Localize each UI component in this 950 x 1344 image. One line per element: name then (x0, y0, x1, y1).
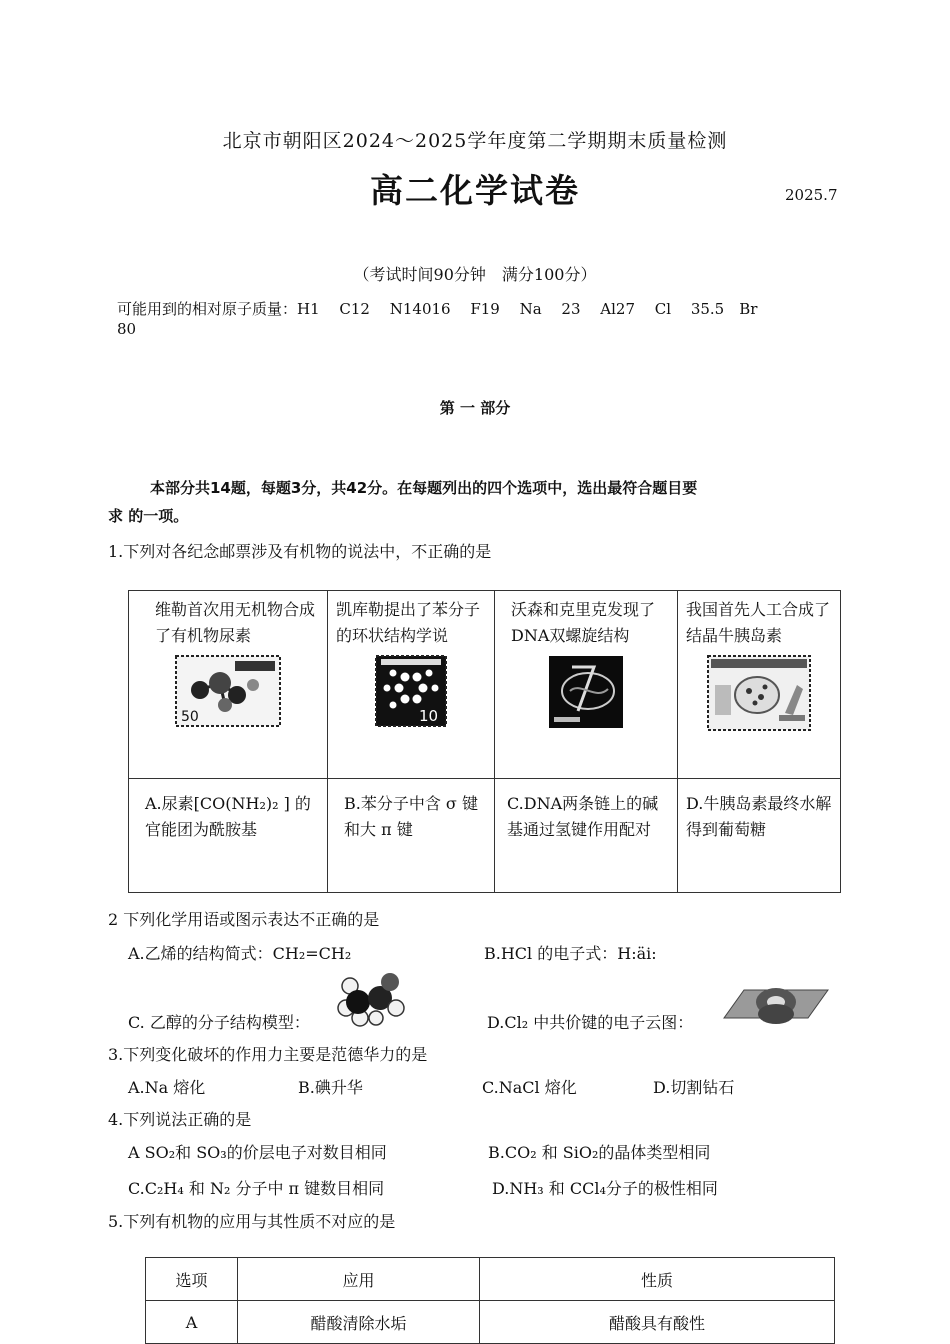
question-3-stem: 3.下列变化破坏的作用力主要是范德华力的是 (108, 1045, 428, 1064)
ethanol-ball-and-stick-model (336, 972, 406, 1030)
option-3a: A.Na 熔化 (128, 1078, 206, 1097)
option-1c: C.DNA两条链上的碱基通过氢键作用配对 (495, 779, 678, 893)
option-4d: D.NH₃ 和 CCl₄分子的极性相同 (492, 1179, 718, 1198)
option-2a: A.乙烯的结构简式：CH₂=CH₂ (128, 944, 352, 963)
atomic-mass-line: 可能用到的相对原子质量：H1 C12 N14016 F19 Na 23 Al27 Cl 35.5 Br (117, 300, 758, 318)
table-header-cell: 选项 (146, 1258, 238, 1301)
question-1-stem: 1.下列对各纪念邮票涉及有机物的说法中，不正确的是 (108, 542, 492, 561)
exam-title: 高二化学试卷 (370, 171, 580, 210)
cl2-electron-cloud-diagram (722, 980, 830, 1030)
option-2d: D.Cl₂ 中共价键的电子云图： (487, 1013, 694, 1032)
option-3c: C.NaCl 熔化 (482, 1078, 577, 1097)
exam-date: 2025.7 (785, 186, 838, 204)
question-1-table (128, 590, 841, 893)
stamp-insulin-image (707, 655, 811, 731)
atomic-mass-line-continued: 80 (117, 320, 137, 338)
stamp-a-value: 50 (181, 709, 199, 725)
table-cell: 醋酸清除水垢 (238, 1301, 480, 1344)
option-4a: A SO₂和 SO₃的价层电子对数目相同 (128, 1143, 387, 1162)
table-header-cell: 性质 (480, 1258, 835, 1301)
part-title: 第 一 部分 (439, 399, 511, 417)
stamp-a-caption: 维勒首次用无机物合成了有机物尿素 (155, 600, 316, 645)
question-2-stem: 2 下列化学用语或图示表达不正确的是 (108, 910, 380, 929)
table-cell: A (146, 1301, 238, 1344)
option-2c: C. 乙醇的分子结构模型： (128, 1013, 310, 1032)
table-row (146, 1301, 835, 1344)
part-instruction: 本部分共14题，每题3分，共42分。在每题列出的四个选项中，选出最符合题目要 (150, 479, 698, 497)
question-1-cell-c (495, 591, 678, 779)
part-instruction-continued: 求 的一项。 (108, 507, 189, 525)
stamp-b-caption: 凯库勒提出了苯分子的环状结构学说 (336, 600, 481, 645)
question-1-cell-d (678, 591, 841, 779)
stamp-benzene-image (375, 655, 447, 727)
option-1a: A.尿素[CO(NH₂)₂ ] 的官能团为酰胺基 (129, 779, 328, 893)
option-2b: B.HCl 的电子式：H:äi: (484, 944, 657, 963)
question-5-stem: 5.下列有机物的应用与其性质不对应的是 (108, 1212, 396, 1231)
option-3d: D.切割钻石 (653, 1078, 735, 1097)
question-1-cell-a (129, 591, 328, 779)
table-cell: 醋酸具有酸性 (480, 1301, 835, 1344)
stamp-urea-image (175, 655, 281, 727)
option-4c: C.C₂H₄ 和 N₂ 分子中 π 键数目相同 (128, 1179, 385, 1198)
stamp-b-value: 10 (419, 707, 439, 725)
table-header-cell: 应用 (238, 1258, 480, 1301)
option-1d: D.牛胰岛素最终水解得到葡萄糖 (678, 779, 841, 893)
exam-time-info: （考试时间90分钟 满分100分） (353, 265, 597, 284)
stamp-d-caption: 我国首先人工合成了结晶牛胰岛素 (686, 600, 831, 645)
question-5-table (145, 1257, 835, 1344)
stamp-dna-image (548, 655, 624, 729)
question-4-stem: 4.下列说法正确的是 (108, 1110, 252, 1129)
table-header-row (146, 1258, 835, 1301)
stamp-c-caption: 沃森和克里克发现了DNA双螺旋结构 (511, 600, 656, 645)
option-1b: B.苯分子中含 σ 键和大 π 键 (328, 779, 495, 893)
exam-subtitle: 北京市朝阳区2024～2025学年度第二学期期末质量检测 (222, 130, 728, 152)
option-4b: B.CO₂ 和 SiO₂的晶体类型相同 (488, 1143, 711, 1162)
option-3b: B.碘升华 (298, 1078, 363, 1097)
question-1-cell-b (328, 591, 495, 779)
